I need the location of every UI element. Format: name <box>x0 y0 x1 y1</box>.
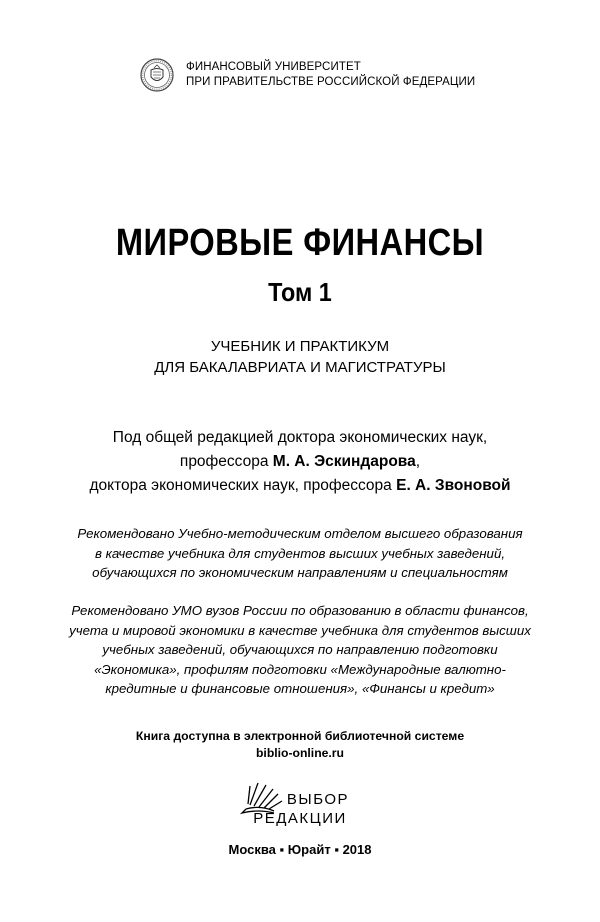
university-line-2: ПРИ ПРАВИТЕЛЬСТВЕ РОССИЙСКОЙ ФЕДЕРАЦИИ <box>186 76 476 88</box>
recommendation-1-line: в качестве учебника для студентов высших учебных заведений, <box>94 545 506 561</box>
imprint-city: Москва <box>228 842 276 857</box>
university-name <box>186 60 475 90</box>
recommendation-2 <box>0 601 600 699</box>
logo-line-1: ВЫБОР <box>286 791 350 808</box>
editors-line-1: Под общей редакцией доктора экономических наук, <box>112 429 488 446</box>
recommendation-2-line: учета и мировой экономики в качестве учебника для студентов высших <box>69 622 531 638</box>
imprint-separator: ▪ <box>334 842 339 857</box>
availability-note <box>0 728 600 762</box>
imprint-separator: ▪ <box>279 842 285 857</box>
book-volume: Том 1 <box>268 277 332 307</box>
university-line-1: ФИНАНСОВЫЙ УНИВЕРСИТЕТ <box>186 61 361 73</box>
university-header <box>140 58 475 92</box>
recommendation-2-line: «Экономика», профилям подготовки «Международные валютно- <box>94 661 506 677</box>
recommendation-1-line: Рекомендовано Учебно-методическим отделом высшего образования <box>77 526 523 541</box>
recommendation-1-line: обучающихся по экономическим направлениям и специальностям <box>92 565 508 580</box>
subtitle-line-1: УЧЕБНИК И ПРАКТИКУМ <box>210 338 390 355</box>
vybor-redakcii-logo <box>238 775 362 833</box>
open-book-rays-icon <box>242 783 282 813</box>
book-title: МИРОВЫЕ ФИНАНСЫ <box>115 222 485 264</box>
editors-line-3-prefix: доктора экономических наук, профессора <box>89 477 397 494</box>
university-seal-icon <box>140 58 174 92</box>
availability-url: biblio-online.ru <box>255 746 344 760</box>
recommendation-2-line: кредитные и финансовые отношения», «Финансы и кредит» <box>105 681 495 696</box>
editors-line-2 <box>0 450 600 474</box>
subtitle-line-2: ДЛЯ БАКАЛАВРИАТА И МАГИСТРАТУРЫ <box>154 359 446 376</box>
editor-name-2: Е. А. Звоновой <box>396 477 511 494</box>
editors-line-2-prefix: профессора <box>179 453 273 470</box>
imprint <box>0 842 600 857</box>
book-subtitle <box>0 336 600 378</box>
recommendation-2-line: Рекомендовано УМО вузов России по образованию в области финансов, <box>71 603 529 618</box>
imprint-year: 2018 <box>342 842 372 857</box>
recommendation-2-line: учебных заведений, обучающихся по направлению подготовки <box>102 642 498 657</box>
availability-line-1: Книга доступна в электронной библиотечной системе <box>135 729 465 743</box>
editor-name-1: М. А. Эскиндарова <box>272 453 416 470</box>
editors-block <box>0 426 600 498</box>
editors-line-3 <box>0 474 600 498</box>
imprint-publisher: Юрайт <box>287 842 331 857</box>
logo-line-2: РЕДАКЦИИ <box>253 810 347 827</box>
editors-line-2-suffix: , <box>415 453 421 470</box>
recommendation-1 <box>0 524 600 583</box>
